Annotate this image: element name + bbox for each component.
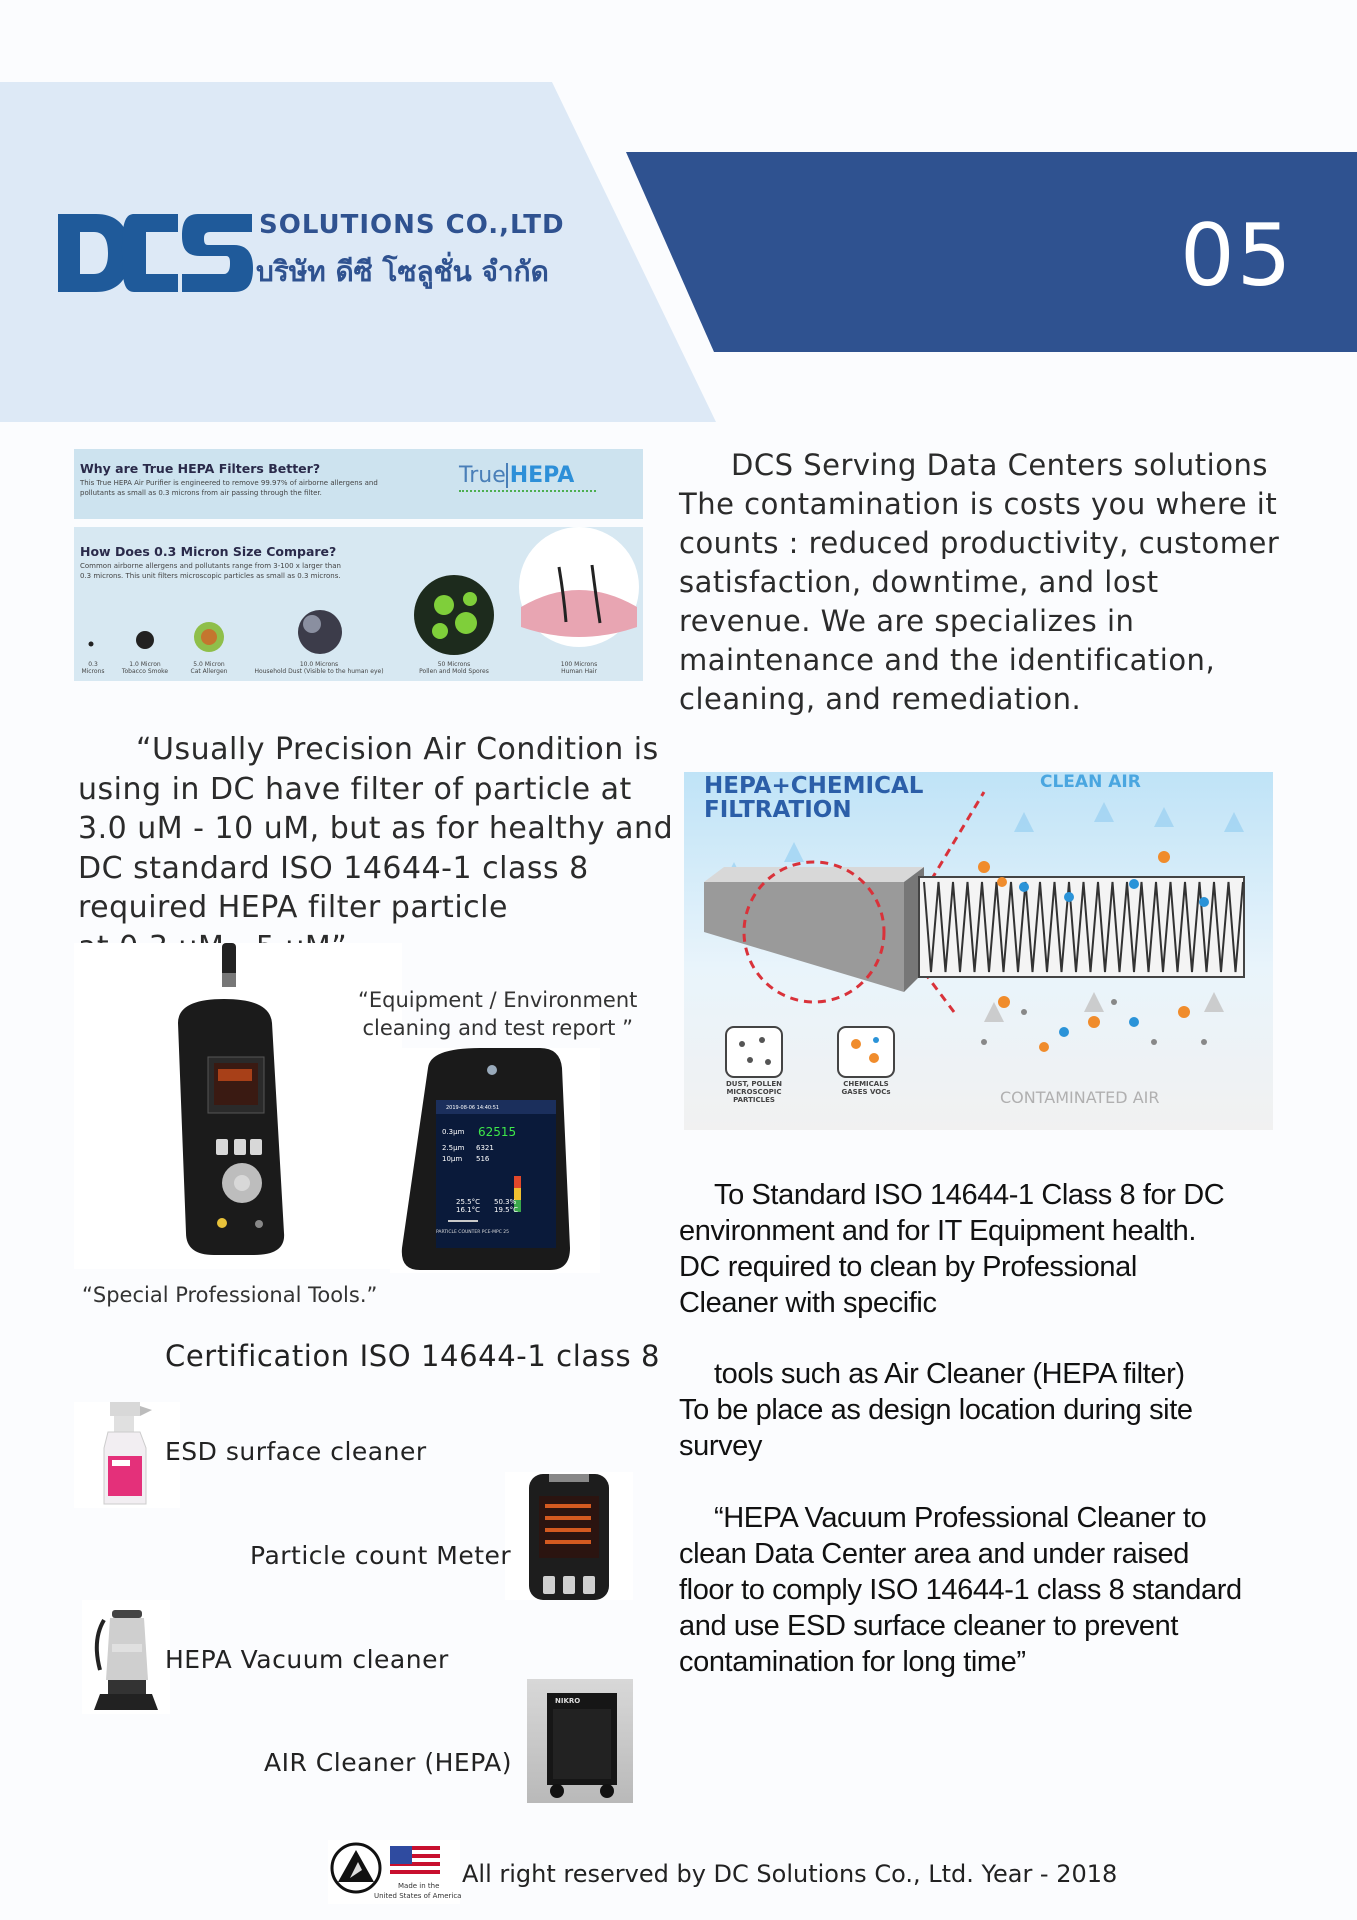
desk-meter-photo (390, 1048, 600, 1273)
intro-line: DCS Serving Data Centers solutions (731, 448, 1268, 482)
vacuum-line: floor to comply ISO 14644-1 class 8 standard (679, 1574, 1242, 1606)
backpack-vacuum-icon (82, 1600, 170, 1714)
quote-line: 3.0 uM - 10 uM, but as for healthy and (78, 811, 674, 846)
hepa-title-2: How Does 0.3 Micron Size Compare? (80, 544, 337, 559)
intro-line: The contamination is costs you where it (679, 487, 1278, 521)
particle-label-a: 0.3 (88, 661, 98, 668)
quote-line: DC standard ISO 14644-1 class 8 (78, 850, 589, 886)
desk-particle-counter-icon (390, 1048, 600, 1273)
particle-label-a: 10.0 Microns (299, 661, 339, 668)
meter-ch-03: 0.3μm (442, 1128, 465, 1136)
standard-line: Cleaner with specific (679, 1287, 937, 1319)
tools-line: survey (679, 1430, 763, 1462)
meter-date: 2019-08-06 14:40:51 (446, 1105, 500, 1111)
company-name-en: SOLUTIONS CO.,LTD (259, 210, 565, 240)
meter-temp-1: 25.5°C (456, 1198, 480, 1206)
particle-label-b: Household Dust (Visible to the human eye) (254, 668, 384, 675)
vacuum-quote (679, 1500, 1242, 1680)
air-cleaner-brand: NIKRO (555, 1697, 581, 1705)
equipment-caption-line: cleaning and test report ” (362, 1016, 633, 1040)
filtration-title-2: FILTRATION (704, 797, 852, 823)
filtration-graphic (684, 772, 1273, 1130)
esd-warning-icon (332, 1844, 380, 1892)
hepa-body-1b: pollutants as small as 0.3 microns from air passing through the filter. (80, 489, 322, 497)
filtration-diagram (684, 772, 1273, 1130)
cert-item-vacuum-label: HEPA Vacuum cleaner (165, 1645, 449, 1674)
meter-ch-25: 2.5μm (442, 1144, 465, 1152)
footer-badges (328, 1840, 460, 1904)
made-in-line-2: United States of America (374, 1892, 462, 1900)
vacuum-line: “HEPA Vacuum Professional Cleaner to (714, 1502, 1207, 1534)
quote-line: “Usually Precision Air Condition is (136, 732, 659, 767)
handheld-particle-counter-icon (74, 943, 402, 1269)
particle-label-b: Cat Allergen (190, 668, 228, 675)
particle-meter-icon (505, 1472, 633, 1600)
cert-item-air-cleaner-label: AIR Cleaner (HEPA) (264, 1748, 513, 1777)
particle-labels (74, 661, 643, 681)
quote-line: required HEPA filter particle (78, 890, 508, 925)
filtration-title (704, 774, 923, 822)
true-text: True (459, 463, 506, 488)
hepa-body-2b: 0.3 microns. This unit filters microscopic particles as small as 0.3 microns. (80, 572, 341, 580)
meter-hum-2: 19.5°C (494, 1206, 518, 1214)
particle-label-b: Human Hair (561, 668, 597, 675)
hepa-body-2a: Common airborne allergens and pollutants range from 3-100 x larger than (80, 562, 341, 570)
company-name-th: บริษัท ดีซี โซลูชั่น จำกัด (256, 255, 549, 288)
usa-flag-icon (390, 1846, 440, 1878)
equipment-caption-line: “Equipment / Environment (358, 988, 638, 1012)
vacuum-photo (82, 1600, 170, 1714)
hepa-body-1a: This True HEPA Air Purifier is engineered to remove 99.97% of airborne allergens and (80, 479, 378, 487)
particle-meter-photo (505, 1472, 633, 1600)
standard-line: environment and for IT Equipment health. (679, 1215, 1197, 1247)
chemicals-label: CHEMICALS GASES VOCs (841, 1080, 891, 1096)
meter-temp-2: 16.1°C (456, 1206, 480, 1214)
meter-val-10: 516 (476, 1155, 490, 1163)
clean-air-label: CLEAN AIR (1040, 772, 1141, 792)
meter-ch-10: 10μm (442, 1155, 463, 1163)
intro-line: counts : reduced productivity, customer (679, 526, 1280, 560)
dcs-logo (58, 212, 253, 294)
meter-hum-1: 50.3% (494, 1198, 517, 1206)
handheld-meter-photo (74, 943, 402, 1269)
standard-line: DC required to clean by Professional (679, 1251, 1137, 1283)
vacuum-line: clean Data Center area and under raised (679, 1538, 1189, 1570)
standard-paragraph (679, 1177, 1224, 1321)
vacuum-line: contamination for long time” (679, 1646, 1026, 1678)
particle-label-a: 50 Microns (437, 661, 471, 668)
made-in-line-1: Made in the (398, 1882, 440, 1890)
particle-label-b: Microns (81, 668, 105, 675)
intro-line: maintenance and the identification, (679, 643, 1216, 677)
equipment-caption (358, 986, 637, 1042)
particle-label-a: 1.0 Micron (129, 661, 161, 668)
filtration-title-1: HEPA+CHEMICAL (704, 773, 924, 799)
meter-model: PARTICLE COUNTER PCE-MPC 25 (436, 1230, 510, 1235)
true-hepa-logo (459, 463, 574, 488)
page-number: 05 (1180, 206, 1294, 306)
tools-line: To be place as design location during site (679, 1394, 1193, 1426)
particle-label-a: 5.0 Micron (193, 661, 225, 668)
intro-line: satisfaction, downtime, and lost (679, 565, 1159, 599)
special-tools-caption: “Special Professional Tools.” (82, 1283, 378, 1307)
intro-paragraph (679, 446, 1279, 719)
tools-paragraph (679, 1356, 1193, 1464)
dust-label: DUST, POLLEN MICROSCOPIC PARTICLES (725, 1080, 783, 1104)
precision-air-quote (78, 730, 678, 967)
hepa-infographic (74, 449, 643, 681)
quote-line: using in DC have filter of particle at (78, 771, 632, 807)
intro-line: cleaning, and remediation. (679, 682, 1082, 716)
hepa-text: HEPA (506, 463, 575, 488)
air-cleaner-photo (527, 1679, 633, 1803)
vacuum-line: and use ESD surface cleaner to prevent (679, 1610, 1179, 1642)
particle-size-chart (74, 527, 643, 681)
cert-item-particle-label: Particle count Meter (250, 1541, 512, 1570)
tools-line: tools such as Air Cleaner (HEPA filter) (714, 1358, 1185, 1390)
hepa-title-1: Why are True HEPA Filters Better? (80, 461, 321, 476)
meter-val-25: 6321 (476, 1144, 494, 1152)
meter-val-03: 62515 (478, 1125, 517, 1139)
particle-label-b: Pollen and Mold Spores (419, 668, 489, 675)
standard-line: To Standard ISO 14644-1 Class 8 for DC (714, 1179, 1225, 1211)
contaminated-air-label: CONTAMINATED AIR (1000, 1088, 1160, 1107)
certification-title: Certification ISO 14644-1 class 8 (165, 1339, 661, 1373)
footer-copyright: All right reserved by DC Solutions Co., Ltd. Year - 2018 (462, 1860, 1118, 1888)
particle-label-b: Tobacco Smoke (121, 668, 169, 675)
particle-label-a: 100 Microns (560, 661, 598, 668)
cert-item-esd-label: ESD surface cleaner (165, 1437, 427, 1466)
intro-line: revenue. We are specializes in (679, 604, 1135, 638)
